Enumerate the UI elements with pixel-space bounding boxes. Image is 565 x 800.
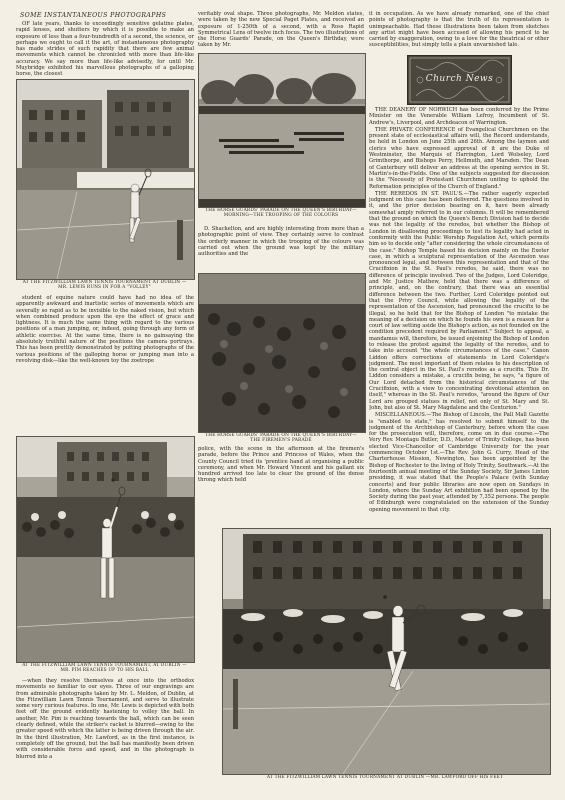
middle-top-text <box>198 11 364 51</box>
right-top-paragraph: it in occupation. As we have already remarked, one of the chief points of photography is that the truth of its representation is unimpeachable. Had these illustrations been taken from sketches any artist might have been accused of allowing his pencil to be carried by exaggeration, owing to a love for the theatrical or other susceptibilities, but simply tells a plain unvarnished tale. <box>369 11 549 49</box>
article-middle-paragraph: student of equine nature could have had no idea of the apparently awkward and inartistic series of movements which are severally so rapid as to be invisible to the naked vision, but which when combined produce upon the eye the effect of grace and lightness. It is much the same thing with regard to the various positions of a man jumping, or, indeed, going through any form of athletic exercise. At the same time, there is no gainsaying the absolutely truthful nature of the positions the camera portrays. This has been prettily demonstrated by putting photographs of the various positions of the galloping horse or jumping man into a revolving disk—like the well-known toy the zoetrope <box>16 295 194 364</box>
photo-lawford-off-feet <box>222 528 551 775</box>
photo-firemens-caption: THE HORSE GUARDS' PARADE ON THE QUEEN'S BIRTHDAY— THE FIREMEN'S PARADE <box>205 433 357 444</box>
photo-lewis-caption: AT THE FITZWILLIAM LAWN TENNIS TOURNAMENT AT DUBLIN —MR. LEWIS RUNS IN FOR A "VOLLEY" <box>22 280 187 291</box>
church-news-title: Church News <box>425 74 494 84</box>
church-news-reredos: THE REREDOS IN ST. PAUL'S.—The rather eagerly expected judgment on this case has been delivered. The questions involved in it, and the prior decision bearing on it, have been already somewhat amply referred to in our columns. It will be remembered that the ground on which the Queen's Bench Division had to decide was not the legality of the reredos, but whether the Bishop of London in disallowing proceedings to test its legality had acted in conformity with the Public Worship Regulation Act, which permits him so to decide only "after considering the whole circumstances of the case." Bishop Temple based his decision mainly on the Exeter case, in which a sculptural representation of the Ascension was pronounced legal, and between this representation and that of the Crucifixion in the St. Paul's reredos, he said, there was no difference of principle involved. Two of the Judges, Lord Coleridge, and Mr. Justice Mathew, held that there was a difference of principle, and, on the contrary, that there was an essential difference between the two. Further, Lord Coleridge pointed out that the Privy Council, while allowing the legality of the representation of the Ascension, had pronounced the crucifix to be illegal, so he held that for the Bishop of London "to mistake the meaning of a decision on which he founds his own is a reason for a court of law setting aside the Bishop's action, as not founded on the condition precedent required by Parliament." Subject to appeal, a mandamus will, therefore, be issued enjoining the Bishop of London to release the protest against the legality of the reredos, and to take into account "the whole circumstances of the case." Canon Liddon offers corrections of statements in Lord Coleridge's judgment. The most important of them relates to his description of the central object in the St. Paul's reredos as a crucifix. This Dr. Liddon considers a mistake, a crucifix being, he says, "a figure of Our Lord detached from the historical circumstances of the Crucifixion, with a view to concentrating devotional attention on itself," whereas in the St. Paul's reredos, "around the figure of Our Lord are grouped statues in relief, not only of St. Mary and St. John, but also of St. Mary Magdalene and the Centurion." <box>369 190 549 411</box>
photo-trooping-caption: THE HORSE GUARDS' PARADE ON THE QUEEN'S BIRTHDAY— MORNING—THE TROOPING OF THE COLOURS <box>205 208 357 219</box>
photo-firemens-parade <box>198 273 366 433</box>
article-heading: SOME INSTANTANEOUS PHOTOGRAPHS <box>20 12 167 19</box>
middle-top-paragraph: veritably oval shape. Three photographs, Mr. Meldon states, were taken by the new Special Paget Plates, and received an exposure of 1-250th of a second, with a Ross Rapid Symmetrical Lens of twelve inch focus. The two illustrations of the Horse Guards' Parade, on the Queen's Birthday, were taken by Mr. <box>198 11 364 49</box>
photo-lawford-caption: AT THE FITZWILLIAM LAWN TENNIS TOURNAMENT AT DUBLIN —MR. LAWFORD OFF HIS FEET <box>266 775 504 780</box>
church-news-header <box>407 55 512 105</box>
article-bottom-paragraph: —when they resolve themselves at once into the orthodox movements so familiar to our eyes. Three of our engravings are from admirable photographs taken by Mr. L. Meldon, of Dublin, at the Fitzwilliam Lawn Tennis Tournament, and serve to illustrate some very curious features. In one, Mr. Lewis is depicted with both feet off the ground evidently hastening to volley the ball. In another, Mr. Pim is reaching towards the ball, which can be seen clearly defined, while the striker's racket is blurred—owing to the greater speed with which the latter is being driven through the air. In the third illustration, Mr. Lawford, as in the first instance, is completely off the ground, but the ball has manifestly been driven with considerable force and speed, and in the photograph is blurred into a <box>16 678 194 760</box>
church-news-deanery: THE DEANERY OF NORWICH has been conferred by the Prime Minister on the Venerable William Lefroy, Incumbent of St. Andrew's, Liverpool, and Archdeacon of Warrington. <box>369 107 549 126</box>
photo-lewis-volley <box>16 79 195 280</box>
article-middle-text <box>16 295 194 423</box>
middle-bottom-paragraph: police, with the scene in the afternoon at the firemen's parade, before the Prince and Princess of Wales, when the County Council tried its 'prentice hand at organising a public ceremony, and when Mr. Howard Vincent and his gallant six hundred arrived too late to clear the ground of the dense throng which held <box>198 446 364 484</box>
middle-bottom-text <box>198 446 364 501</box>
photo-pim-caption: AT THE FITZWILLIAM LAWN TENNIS TOURNAMENT, AT DUBLIN —MR. PIM REACHES UP TO HIS BALL <box>22 663 187 674</box>
church-news-body <box>369 107 549 527</box>
middle-middle-paragraph: D. Shackelton, and are highly interesting from more than a photographic point of view. They certainly serve to contrast the orderly manner in which the trooping of the colours was carried out when the ground was kept by the military authorities and the <box>198 226 364 258</box>
church-news-conference: THE PRIVATE CONFERENCE of Evangelical Churchmen on the present state of ecclesiastical affairs will, the Record understands, be held in London on June 25th and 26th. Among the laymen and clerics who have expressed approval of it are the Duke of Westminster, the Marquis of Harrington, Lord Wolseley, Lord Grimthorpe, and Bishops Perry, Hellmuth, and Marsden. The Dean of Canterbury will deliver an address at the opening service in St. Martin's-in-the-Fields. One of the subjects suggested for discussion is the "Necessity of Protestant Churchmen uniting to uphold the Reformation principles of the Church of England." <box>369 126 549 190</box>
article-intro <box>16 21 194 77</box>
article-bottom-text <box>16 678 194 793</box>
photo-pim-reaches <box>16 436 195 663</box>
article-intro-paragraph: OF late years, thanks to exceedingly sensitive gelatine plates, rapid lenses, and shutters by which it is possible to make an exposure of less than a four-hundredth of a second, the science, or perhaps we ought to call it the art, of instantaneous photography has made strides of such rapidity that there are few animal movements which cannot be chronicled with more than life-like accuracy. We say more than life-like advisedly, for until Mr. Muybridge exhibited his marvellous photographs of a galloping horse, the closest <box>16 21 194 77</box>
middle-middle-text <box>198 226 364 270</box>
photo-trooping-colours <box>198 53 366 208</box>
church-news-miscellaneous: MISCELLANEOUS.—The Bishop of Lincoln, the Pall Mall Gazette is "enabled to state," has resolved to submit himself to the judgment of the Archbishop of Canterbury, before whom the case for the prosecution will, therefore, come on in due course.—The Very Rev. Montagu Butler, D.D., Master of Trinity College, has been elected Vice-Chancellor of Cambridge University for the year commencing October 1st.—The Rev. John G. Curry, Head of the Charterhouse Mission, Newington, has been appointed by the Bishop of Rochester to the living of Holy Trinity, Southwark.—At the fourteenth annual meeting of the Sunday Society, Sir James Linton presiding, it was stated that the People's Palace (with Sunday concerts) and four public libraries are now open on Sundays in London, where the Sunday Art exhibition had been opened by the Society during the past year, attended by 7,352 persons. The people of Edinburgh were congratulated on the extension of the Sunday opening movement in that city. <box>369 412 549 513</box>
right-top-text <box>369 11 549 51</box>
